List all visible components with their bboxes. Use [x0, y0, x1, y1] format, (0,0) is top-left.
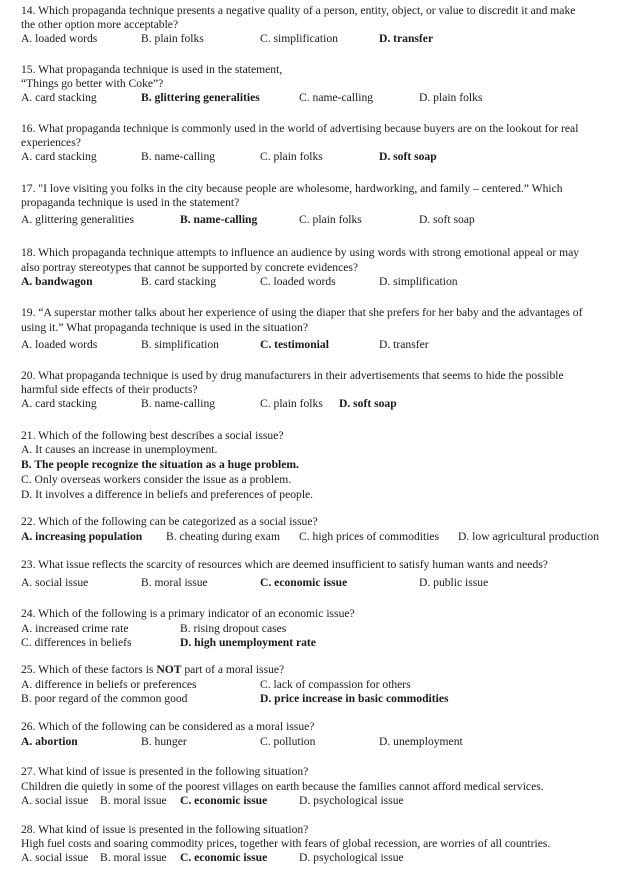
question-19-stem-line-1: 19. “A superstar mother talks about her experience of using the diaper that she prefers for her baby and the advantages of [21, 306, 583, 319]
question-22-option-d: D. low agricultural production [458, 530, 600, 543]
question-26-option-d: D. unemployment [379, 735, 463, 748]
question-21-option-d: D. It involves a difference in beliefs and preferences of people. [21, 488, 314, 501]
question-14-option-d-answer: D. transfer [379, 32, 434, 45]
question-14-stem-line-1: 14. Which propaganda technique presents a negative quality of a person, entity, object, or value to discredit it and make [21, 4, 576, 17]
question-15-option-b-answer: B. glittering generalities [141, 91, 260, 104]
question-19-option-d: D. transfer [379, 338, 429, 351]
question-25-stem-emphasis: NOT [156, 663, 182, 676]
question-14-option-a: A. loaded words [21, 32, 98, 45]
question-23-option-c-answer: C. economic issue [260, 576, 348, 589]
question-23-stem: 23. What issue reflects the scarcity of resources which are deemed insufficient to satisfy human wants and needs? [21, 558, 548, 571]
question-25-stem-part-1: 25. Which of these factors is [21, 663, 157, 676]
question-17-stem-line-2: propaganda technique is used in the statement? [21, 196, 240, 209]
question-23-option-d: D. public issue [419, 576, 489, 589]
question-16-option-a: A. card stacking [21, 150, 97, 163]
question-25-option-a: A. difference in beliefs or preferences [21, 678, 197, 691]
question-18-option-a-answer: A. bandwagon [21, 275, 93, 288]
question-19-option-c-answer: C. testimonial [260, 338, 329, 351]
question-16-stem-line-1: 16. What propaganda technique is commonly used in the world of advertising because buyers are on the lookout for real [21, 122, 579, 135]
question-15-stem-line-1: 15. What propaganda technique is used in the statement, [21, 63, 283, 76]
question-20-option-d-answer: D. soft soap [339, 397, 397, 410]
question-21-option-a: A. It causes an increase in unemployment. [21, 443, 218, 456]
question-16-option-b: B. name-calling [141, 150, 216, 163]
question-19-option-b: B. simplification [141, 338, 219, 351]
question-20-stem-line-1: 20. What propaganda technique is used by drug manufacturers in their advertisements that seems to hide the possible [21, 369, 564, 382]
question-27-option-b: B. moral issue [100, 794, 167, 807]
question-26-stem: 26. Which of the following can be considered as a moral issue? [21, 720, 315, 733]
question-28-stem-line-2: High fuel costs and soaring commodity prices, together with fears of global recession, are worries of all countries. [21, 837, 551, 850]
question-21-option-c: C. Only overseas workers consider the issue as a problem. [21, 473, 292, 486]
question-15-option-d: D. plain folks [419, 91, 483, 104]
question-25-stem-part-3: part of a moral issue? [181, 663, 285, 676]
question-20-stem-line-2: harmful side effects of their products? [21, 383, 198, 396]
question-26-option-a-answer: A. abortion [21, 735, 78, 748]
question-25-option-b: B. poor regard of the common good [21, 692, 188, 705]
question-20-option-c: C. plain folks [260, 397, 323, 410]
question-19-stem-line-2: using it.” What propaganda technique is used in the situation? [21, 321, 308, 334]
question-17-option-c: C. plain folks [299, 213, 362, 226]
question-28-option-b: B. moral issue [100, 851, 167, 864]
question-26-option-c: C. pollution [260, 735, 316, 748]
question-14-option-c: C. simplification [260, 32, 338, 45]
question-25-option-c: C. lack of compassion for others [260, 678, 411, 691]
question-18-option-d: D. simplification [379, 275, 458, 288]
question-15-stem-line-2: “Things go better with Coke”? [21, 77, 164, 90]
question-19-option-a: A. loaded words [21, 338, 98, 351]
question-16-option-c: C. plain folks [260, 150, 323, 163]
question-22-option-c: C. high prices of commodities [299, 530, 440, 543]
question-18-option-c: C. loaded words [260, 275, 336, 288]
question-16-option-d-answer: D. soft soap [379, 150, 437, 163]
question-17-option-d: D. soft soap [419, 213, 475, 226]
question-22-stem: 22. Which of the following can be categorized as a social issue? [21, 515, 318, 528]
question-24-option-a: A. increased crime rate [21, 622, 129, 635]
question-18-option-b: B. card stacking [141, 275, 217, 288]
question-27-option-a: A. social issue [21, 794, 89, 807]
question-28-option-c-answer: C. economic issue [180, 851, 268, 864]
question-14-option-b: B. plain folks [141, 32, 204, 45]
question-28-option-d: D. psychological issue [299, 851, 404, 864]
question-27-option-d: D. psychological issue [299, 794, 404, 807]
question-24-option-c: C. differences in beliefs [21, 636, 132, 649]
question-23-option-a: A. social issue [21, 576, 89, 589]
question-25-option-d-answer: D. price increase in basic commodities [260, 692, 449, 705]
question-15-option-a: A. card stacking [21, 91, 97, 104]
question-26-option-b: B. hunger [141, 735, 187, 748]
question-22-option-b: B. cheating during exam [166, 530, 280, 543]
question-17-option-a: A. glittering generalities [21, 213, 135, 226]
question-20-option-b: B. name-calling [141, 397, 216, 410]
question-16-stem-line-2: experiences? [21, 136, 81, 149]
question-21-stem: 21. Which of the following best describes a social issue? [21, 429, 284, 442]
question-18-stem-line-2: also portray stereotypes that cannot be supported by concrete evidences? [21, 261, 359, 274]
question-28-option-a: A. social issue [21, 851, 89, 864]
question-27-stem-line-1: 27. What kind of issue is presented in the following situation? [21, 765, 309, 778]
question-25-stem [21, 663, 284, 676]
question-20-option-a: A. card stacking [21, 397, 97, 410]
question-24-stem: 24. Which of the following is a primary indicator of an economic issue? [21, 607, 355, 620]
question-15-option-c: C. name-calling [299, 91, 374, 104]
question-21-option-b-answer: B. The people recognize the situation as a huge problem. [21, 458, 299, 471]
question-24-option-d-answer: D. high unemployment rate [180, 636, 316, 649]
question-17-stem-line-1: 17. "I love visiting you folks in the city because people are wholesome, hardworking, and family – centered.” Which [21, 182, 563, 195]
question-14-stem-line-2: the other option more acceptable? [21, 18, 179, 31]
question-23-option-b: B. moral issue [141, 576, 208, 589]
question-28-stem-line-1: 28. What kind of issue is presented in the following situation? [21, 823, 309, 836]
question-24-option-b: B. rising dropout cases [180, 622, 287, 635]
question-22-option-a-answer: A. increasing population [21, 530, 143, 543]
question-27-option-c-answer: C. economic issue [180, 794, 268, 807]
question-17-option-b-answer: B. name-calling [180, 213, 258, 226]
question-27-stem-line-2: Children die quietly in some of the poorest villages on earth because the families cannot afford medical services. [21, 780, 544, 793]
question-18-stem-line-1: 18. Which propaganda technique attempts to influence an audience by using words with strong emotional appeal or may [21, 246, 580, 259]
